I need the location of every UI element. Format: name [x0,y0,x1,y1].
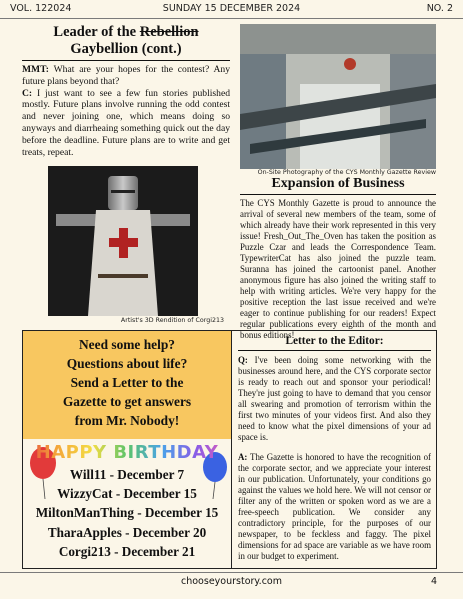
issue-number: NO. 2 [426,3,453,14]
list-item: Corgi213 - December 21 [58,543,196,559]
knight-render-image [48,166,198,316]
interview-title: Leader of the Rebellion Gaybellion (cont.) [53,24,199,57]
volume-label: VOL. 122024 [10,3,72,14]
warehouse-photo [240,24,436,169]
footer-site-link[interactable]: chooseyourstory.com [181,576,282,587]
business-title-underline [240,194,436,195]
business-text: The CYS Monthly Gazette is proud to announce the arrival of several new members of the team, some of which already have their work represented in this very issue! Fresh_Out_The_Oven has taken the position as Puzzle Czar and leads the Correspondence Team. TypewriterCat has also joined the puzzle team. Suranna has joined the cartoonist panel. Another anonymous figure has also joined the writing staff to help with writing articles. We're very happy for the positive reception the last issue received and we're eager to continue publishing for our readers! Expect regular publications every eighth of the month and bonus editions! [240,198,436,340]
title-underline [22,60,230,61]
interview-answer: C: I just want to see a few fun stories published mostly. Future plans involve running the odd contest and never joining one, which means doing so anyways and diarrheaing something quick out the day before the deadline. Future plans are to write and get treats, repeat. [22,87,230,158]
list-item: TharaApples - December 20 [47,524,207,540]
help-callout: Need some help? Questions about life? Send a Letter to the Gazette to get answers from Mr. Nobody! [23,331,231,439]
issue-date: SUNDAY 15 DECEMBER 2024 [162,3,301,14]
struck-word: Rebellion [139,24,199,40]
masthead-strip [10,3,453,17]
letter-title-underline [238,350,431,351]
list-item: WizzyCat - December 15 [57,486,197,502]
birthday-list [23,465,231,561]
letter-answer: A: The Gazette is honored to have the recognition of the corporate sector, and we appreciate your interest in our publication. Unfortunately, your conditions go against the values we hold here. We will not censor or filter any of the written or spoken word as we are a free-speech publication. We consider any contradictory principle, for the purposes of our newspaper, to be feckless and faggy. The pixel dimensions for ad space are variable as we have room in our budget to experiment. [238,451,431,561]
header-rule [0,18,463,19]
letter-panel [238,331,431,571]
bottom-panels [22,330,437,569]
footer-rule [0,572,463,573]
warehouse-caption: On-Site Photography of the CYS Monthly Gazette Review [257,169,436,176]
list-item: MiltonManThing - December 15 [35,505,219,521]
left-panel [23,331,232,568]
letter-question: Q: I've been doing some networking with the businesses around here, and the CYS corporate sector is ready to reach out and sponsor your periodical! They're just going to have to demand that you censor all swearing and promotion of terrorism within the first two minutes of your videos first. And also they need to know what the pixel dimensions of your ad space is. [238,355,431,442]
page-number: 4 [430,576,437,587]
list-item: Will11 - December 7 [69,467,185,482]
letter-title: Letter to the Editor: [285,335,384,347]
interview-article [22,24,230,158]
footer [0,576,463,587]
business-article [240,24,436,341]
birthday-panel [23,439,231,568]
birthday-title: HAPPY BIRTHDAY [23,442,231,463]
knight-caption: Artist's 3D Rendition of Corgi213 [120,317,224,324]
interview-question: MMT: What are your hopes for the contest? Any future plans beyond that? [22,64,230,87]
business-title: Expansion of Business [271,176,405,191]
